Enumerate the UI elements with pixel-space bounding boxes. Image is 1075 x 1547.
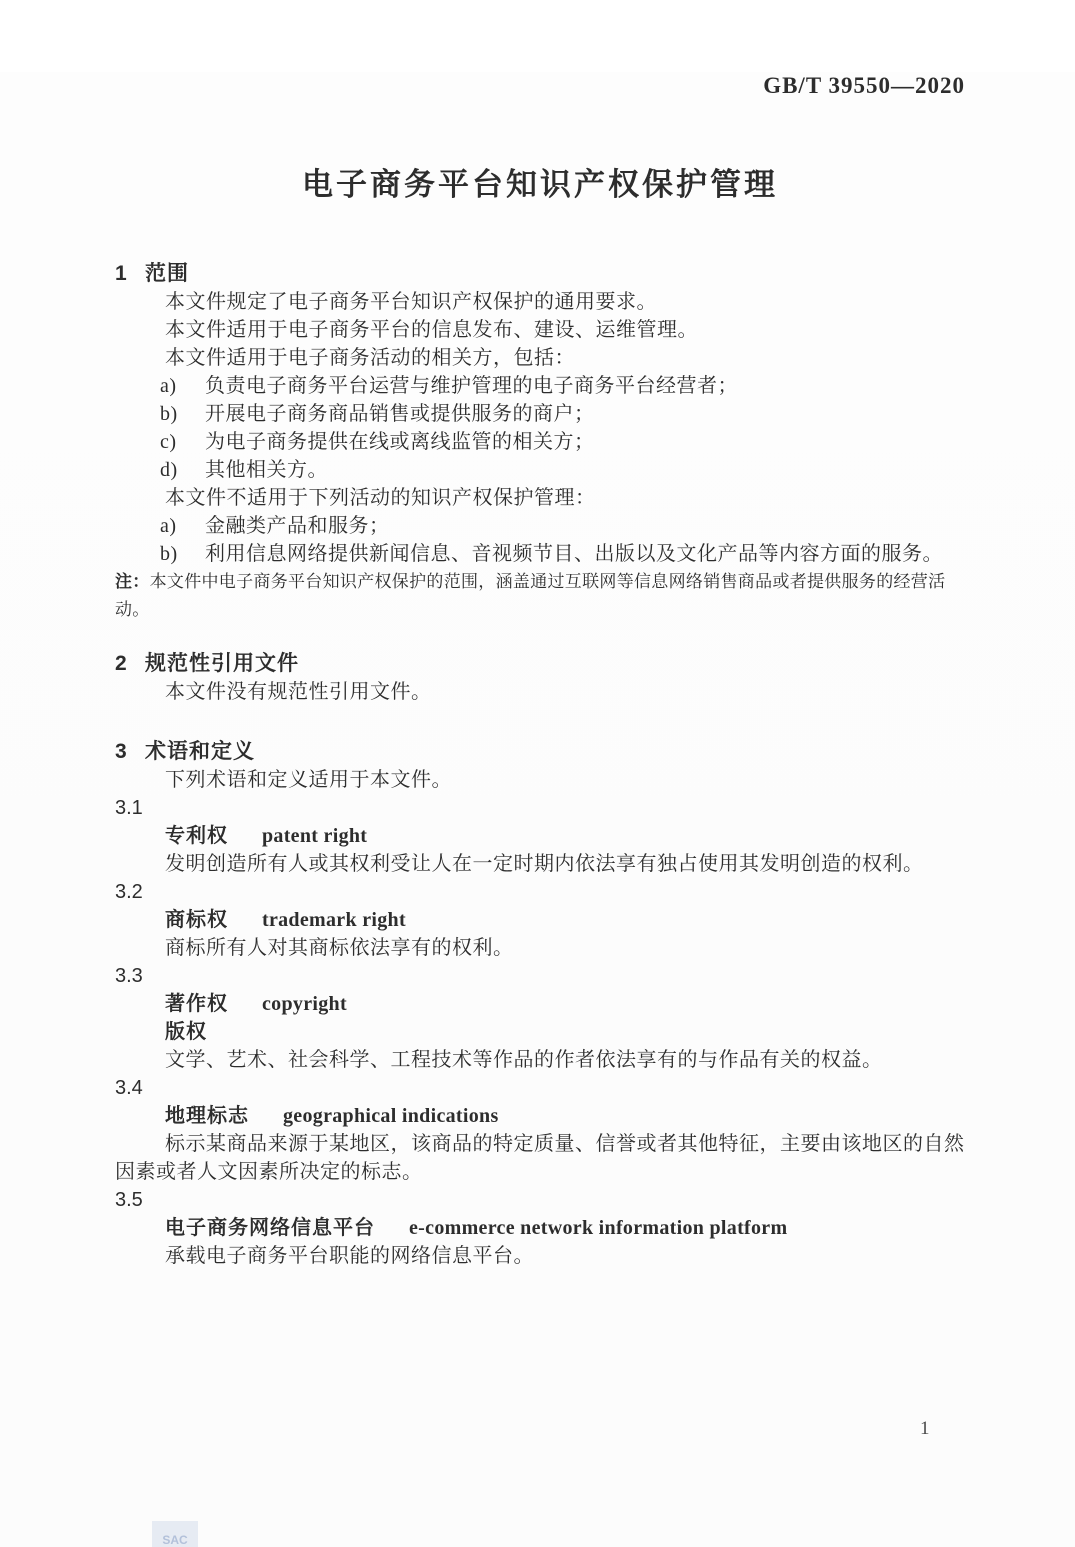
term-definition: 承载电子商务平台职能的网络信息平台。: [165, 1245, 534, 1267]
term-number: 3.1: [115, 797, 143, 819]
list-marker: b): [160, 543, 178, 565]
term-name: [165, 906, 965, 934]
list-item: [160, 400, 965, 428]
list-item-text: 开展电子商务商品销售或提供服务的商户；: [205, 403, 595, 425]
document-title: 电子商务平台知识产权保护管理: [302, 167, 778, 202]
section-3-heading: [115, 738, 965, 766]
note-text: 本文件中电子商务平台知识产权保护的范围，涵盖通过互联网等信息网络销售商品或者提供服务的经营活动。: [115, 572, 946, 619]
section-1-number: 1: [115, 262, 127, 285]
term-definition: 发明创造所有人或其权利受让人在一定时期内依法享有独占使用其发明创造的权利。: [165, 853, 924, 875]
term-name-zh: 专利权: [165, 825, 228, 847]
term-name-zh: 地理标志: [165, 1105, 249, 1127]
paragraph: 本文件适用于电子商务活动的相关方，包括：: [165, 347, 575, 369]
term-name-en: trademark right: [262, 909, 406, 931]
list-marker: d): [160, 459, 178, 481]
paragraph: 本文件没有规范性引用文件。: [165, 681, 432, 703]
section-1-heading: [115, 260, 965, 288]
list-item-text: 为电子商务提供在线或离线监管的相关方；: [205, 431, 595, 453]
section-2-number: 2: [115, 652, 127, 675]
list-item-text: 利用信息网络提供新闻信息、音视频节目、出版以及文化产品等内容方面的服务。: [205, 543, 943, 565]
term-name-en: patent right: [262, 825, 368, 847]
list-marker: a): [160, 375, 177, 397]
list-item-text: 其他相关方。: [205, 459, 328, 481]
page-number: 1: [920, 1418, 930, 1439]
term-definition: 文学、艺术、社会科学、工程技术等作品的作者依法享有的与作品有关的权益。: [165, 1049, 883, 1071]
term-name: [165, 990, 965, 1018]
term-name: [165, 1214, 965, 1242]
term-name-zh: 商标权: [165, 909, 228, 931]
term-name-en: e-commerce network information platform: [409, 1217, 788, 1239]
section-3-title: 术语和定义: [145, 740, 255, 763]
term-definition: 标示某商品来源于某地区，该商品的特定质量、信誉或者其他特征，主要由该地区的自然因素或者人文因素所决定的标志。: [115, 1133, 965, 1183]
term-name-en: copyright: [262, 993, 347, 1015]
term-number: 3.3: [115, 965, 143, 987]
list-item-text: 负责电子商务平台运营与维护管理的电子商务平台经营者；: [205, 375, 738, 397]
section-3-number: 3: [115, 740, 127, 763]
list-item: [160, 372, 965, 400]
term-definition: 商标所有人对其商标依法享有的权利。: [165, 937, 514, 959]
note-label: 注：: [115, 572, 150, 591]
list-marker: c): [160, 431, 177, 453]
list-item: [160, 540, 965, 568]
term-number: 3.5: [115, 1189, 143, 1211]
note: [115, 568, 965, 624]
term-name-zh: 电子商务网络信息平台: [165, 1217, 375, 1239]
paragraph: 本文件不适用于下列活动的知识产权保护管理：: [165, 487, 596, 509]
term-name-zh: 著作权: [165, 993, 228, 1015]
sac-watermark-logo: SAC: [152, 1521, 198, 1547]
standard-number: GB/T 39550—2020: [763, 73, 965, 98]
terms-intro: 下列术语和定义适用于本文件。: [165, 769, 452, 791]
term-name: [165, 1102, 965, 1130]
list-item: [160, 512, 965, 540]
list-item-text: 金融类产品和服务；: [205, 515, 390, 537]
document-page: [0, 72, 1075, 1547]
list-marker: b): [160, 403, 178, 425]
list-item: [160, 456, 965, 484]
term-name: [165, 822, 965, 850]
term-number: 3.4: [115, 1077, 143, 1099]
section-2-title: 规范性引用文件: [145, 652, 299, 675]
list-item: [160, 428, 965, 456]
section-1-title: 范围: [145, 262, 189, 285]
scanned-standard-page: [0, 72, 1075, 1547]
term-name-en: geographical indications: [283, 1105, 499, 1127]
paragraph: 本文件适用于电子商务平台的信息发布、建设、运维管理。: [165, 319, 698, 341]
term-number: 3.2: [115, 881, 143, 903]
term-alt-name: 版权: [165, 1021, 207, 1043]
paragraph: 本文件规定了电子商务平台知识产权保护的通用要求。: [165, 291, 657, 313]
section-2-heading: [115, 650, 965, 678]
list-marker: a): [160, 515, 177, 537]
